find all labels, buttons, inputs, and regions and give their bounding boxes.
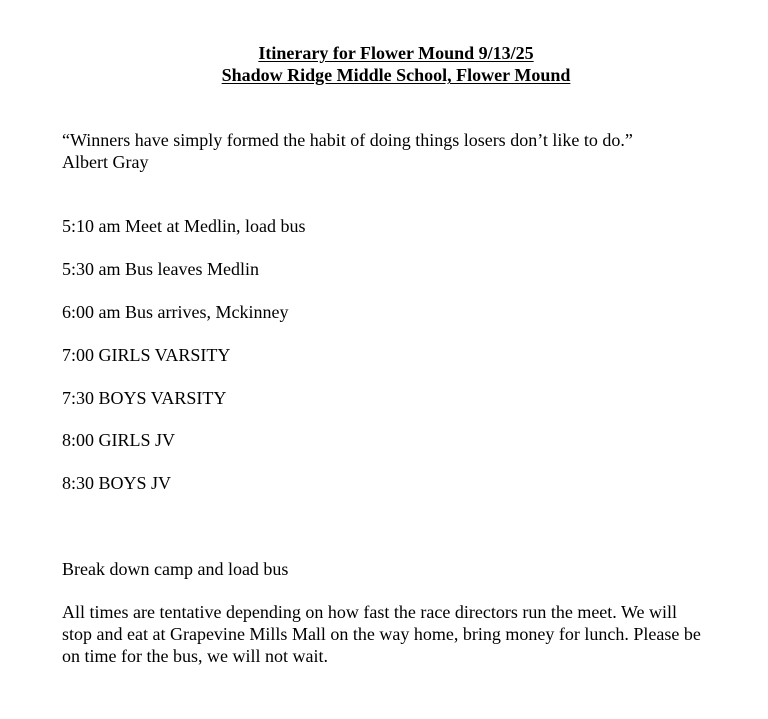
title-line-2: Shadow Ridge Middle School, Flower Mound xyxy=(221,65,571,85)
schedule-item-1: 5:10 am Meet at Medlin, load bus xyxy=(62,216,306,236)
breakdown-text: Break down camp and load bus xyxy=(62,559,289,579)
schedule-item-7: 8:30 BOYS JV xyxy=(62,473,172,493)
quote-author: Albert Gray xyxy=(62,152,149,172)
document-title xyxy=(0,42,768,86)
note-line-1: All times are tentative depending on how fast the race directors run the meet. We will xyxy=(62,602,678,622)
quote-text: “Winners have simply formed the habit of doing things losers don’t like to do.” xyxy=(62,130,633,150)
schedule-item-2: 5:30 am Bus leaves Medlin xyxy=(62,259,259,279)
schedule-item-4: 7:00 GIRLS VARSITY xyxy=(62,345,231,365)
note-line-3: on time for the bus, we will not wait. xyxy=(62,646,328,666)
schedule-item-3: 6:00 am Bus arrives, Mckinney xyxy=(62,302,289,322)
schedule-item-6: 8:00 GIRLS JV xyxy=(62,430,176,450)
note-line-2: stop and eat at Grapevine Mills Mall on the way home, bring money for lunch. Please be xyxy=(62,624,701,644)
schedule-item-5: 7:30 BOYS VARSITY xyxy=(62,388,227,408)
title-line-1: Itinerary for Flower Mound 9/13/25 xyxy=(258,43,534,63)
